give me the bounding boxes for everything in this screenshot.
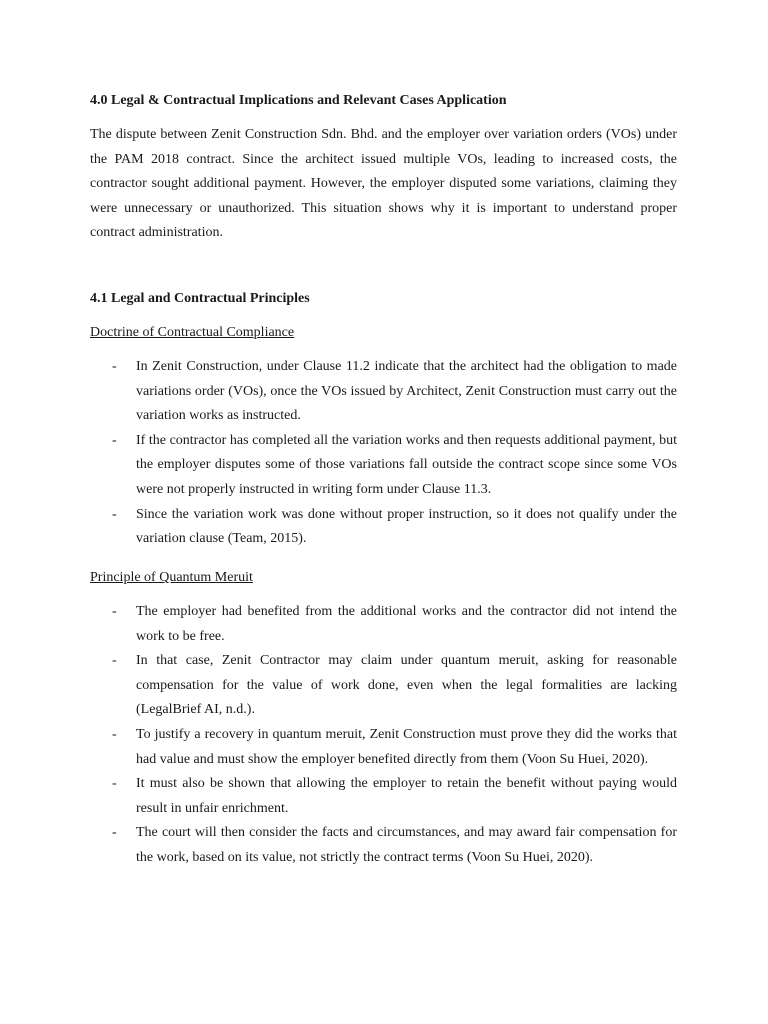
list-item-text: In Zenit Construction, under Clause 11.2 indicate that the architect had the obligation to made variations order (VOs), once the VOs issued by Architect, Zenit Construction must carry out the variation works as instructed. [136, 359, 677, 424]
bullet-dash: - [112, 506, 117, 522]
list-item [90, 600, 677, 649]
list-item [90, 772, 677, 821]
bullet-dash: - [112, 653, 117, 669]
list-item-text: If the contractor has completed all the variation works and then requests additional payment, but the employer disputes some of those variations fall outside the contract scope since some VOs were not properly instructed in writing form under Clause 11.3. [136, 432, 677, 497]
list-item [90, 723, 677, 772]
section-4-0-paragraph: The dispute between Zenit Construction Sdn. Bhd. and the employer over variation orders (VOs) under the PAM 2018 contract. Since the architect issued multiple VOs, leading to increased costs, the contractor sought additional payment. However, the employer disputed some variations, claiming they were unnecessary or unauthorized. This situation shows why it is important to understand proper contract administration. [90, 127, 677, 241]
bullet-dash: - [112, 776, 117, 792]
quantum-meruit-list [90, 600, 677, 871]
list-item-text: Since the variation work was done without proper instruction, so it does not qualify under the variation clause (Team, 2015). [136, 506, 677, 547]
doctrine-heading: Doctrine of Contractual Compliance [90, 325, 295, 340]
bullet-dash: - [112, 359, 117, 374]
bullet-dash: - [112, 432, 117, 448]
bullet-dash: - [112, 825, 117, 841]
bullet-dash: - [112, 604, 117, 619]
doctrine-list [90, 355, 677, 552]
section-4-1-title: 4.1 Legal and Contractual Principles [90, 291, 310, 306]
section-4-0-title: 4.0 Legal & Contractual Implications and Relevant Cases Application [90, 93, 507, 108]
list-item [90, 821, 677, 870]
bullet-dash: - [112, 726, 117, 742]
list-item [90, 649, 677, 723]
quantum-meruit-heading: Principle of Quantum Meruit [90, 570, 253, 585]
list-item-text: To justify a recovery in quantum meruit, Zenit Construction must prove they did the works that had value and must show the employer benefited directly from them (Voon Su Huei, 2020). [136, 726, 677, 767]
list-item-text: The employer had benefited from the additional works and the contractor did not intend the work to be free. [136, 604, 677, 644]
list-item-text: In that case, Zenit Contractor may claim under quantum meruit, asking for reasonable compensation for the value of work done, even when the legal formalities are lacking (LegalBrief AI, n.d.). [136, 653, 677, 718]
list-item-text: It must also be shown that allowing the employer to retain the benefit without paying would result in unfair enrichment. [136, 776, 677, 816]
list-item [90, 429, 677, 503]
list-item [90, 503, 677, 552]
list-item [90, 355, 677, 429]
list-item-text: The court will then consider the facts and circumstances, and may award fair compensation for the work, based on its value, not strictly the contract terms (Voon Su Huei, 2020). [136, 825, 677, 865]
